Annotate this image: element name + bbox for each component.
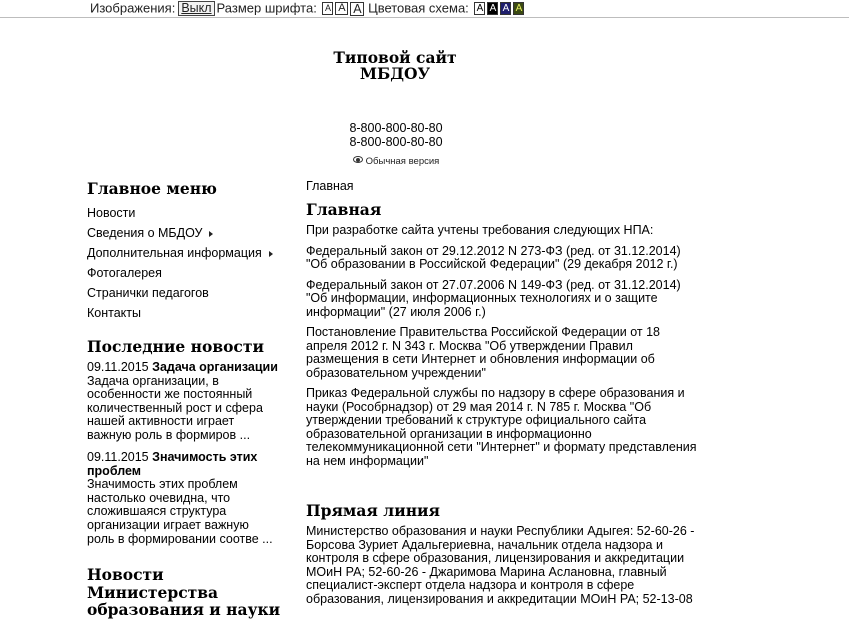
accessibility-bar — [0, 0, 849, 18]
law-text: информации" (27 июля 2006 г.) — [306, 304, 486, 319]
menu-item-about[interactable] — [87, 223, 287, 243]
ministry-news-title-line: образования и науки — [87, 600, 281, 619]
site-title-line1: Типовой сайт — [333, 48, 457, 67]
news-text: организации играет важную — [87, 517, 249, 532]
law-text: науки (Рособрнадзор) от 29 мая 2014 г. N 785 г. Москва "Об — [306, 399, 652, 414]
law-text: утверждении требований к структуре официального сайта — [306, 413, 647, 427]
hotline-line: МОиН РА; 52-60-26 - Джаримова Марина Аслановна, главный — [306, 564, 667, 579]
ministry-news-title — [87, 566, 297, 619]
menu-item-label: Странички педагогов — [87, 286, 209, 300]
font-large-button[interactable]: A — [350, 2, 364, 16]
news-text: Значимость этих проблем — [87, 477, 238, 492]
news-date: 09.11.2015 — [87, 450, 149, 464]
law-item — [306, 279, 716, 320]
font-small-button[interactable]: A — [322, 2, 333, 15]
law-text: образовательном учреждении" — [306, 365, 486, 380]
site-title[interactable] — [0, 50, 790, 82]
law-text: "Об образовании в Российской Федерации" (29 декабря 2012 г.) — [306, 257, 678, 271]
hotline-line: образования, лицензирования и аккредитации МОиН РА; 52-13-08 — [306, 591, 693, 606]
menu-item-news[interactable] — [87, 203, 287, 223]
color-scheme-green-button[interactable]: A — [513, 2, 524, 15]
law-text: образовательной организации в информационно — [306, 426, 592, 441]
menu-item-photo-gallery[interactable] — [87, 263, 287, 283]
color-scheme-label: Цветовая схема: — [368, 0, 469, 16]
news-title-link[interactable]: Задача организации — [152, 360, 278, 374]
law-text: Постановление Правительства Российской Федерации от 18 — [306, 325, 661, 339]
menu-item-label: Новости — [87, 206, 136, 220]
law-text: телекоммуникационной сети "Интернет" и формату представления — [306, 440, 697, 454]
menu-item-label: Сведения о МБДОУ — [87, 226, 203, 240]
ministry-news-title-line: Новости Министерства — [87, 565, 219, 602]
news-text: важную роль в формиров ... — [87, 427, 251, 442]
news-text: сложившаяся структура — [87, 504, 227, 519]
page-title: Главная — [306, 200, 382, 219]
sidebar — [87, 179, 287, 323]
menu-item-label: Контакты — [87, 306, 141, 320]
news-text: Задача организации, в — [87, 373, 219, 388]
main-content — [306, 179, 716, 475]
images-label: Изображения: — [90, 0, 176, 16]
law-item — [306, 245, 716, 272]
law-text: Приказ Федеральной службы по надзору в сфере образования и — [306, 386, 685, 400]
color-scheme-white-button[interactable]: A — [474, 2, 485, 15]
news-text: нашей активности играет — [87, 414, 235, 429]
phone-number: 8-800-800-80-80 — [349, 121, 443, 135]
law-text: Федеральный закон от 29.12.2012 N 273-ФЗ (ред. от 31.12.2014) — [306, 243, 681, 258]
font-medium-button[interactable]: A — [335, 2, 348, 15]
chevron-right-icon — [269, 251, 273, 257]
news-title-link[interactable]: проблем — [87, 463, 142, 478]
phones-block — [0, 122, 792, 149]
phone-number: 8-800-800-80-80 — [349, 134, 443, 149]
eye-icon — [353, 156, 363, 163]
news-item — [87, 451, 287, 546]
law-item — [306, 326, 716, 380]
news-title-link[interactable]: Значимость этих — [152, 450, 258, 464]
news-text: настолько очевидна, что — [87, 490, 231, 505]
latest-news-title: Последние новости — [87, 337, 264, 356]
images-off-button[interactable]: Выкл — [178, 1, 214, 16]
news-item — [87, 361, 287, 443]
color-scheme-blue-button[interactable]: A — [500, 2, 511, 15]
normal-version-link[interactable] — [0, 156, 792, 167]
law-item — [306, 387, 716, 468]
law-text: размещения в сети Интернет и обновления информации об — [306, 352, 655, 366]
news-date: 09.11.2015 — [87, 360, 149, 374]
main-menu — [87, 203, 287, 323]
chevron-right-icon — [209, 231, 213, 237]
news-text: роль в формировании соотве ... — [87, 531, 273, 546]
hotline-text — [306, 525, 716, 606]
menu-item-contacts[interactable] — [87, 303, 287, 323]
menu-item-additional-info[interactable] — [87, 243, 287, 263]
color-scheme-black-button[interactable]: A — [487, 2, 498, 15]
intro-text: При разработке сайта учтены требования следующих НПА: — [306, 223, 654, 237]
law-text: "Об информации, информационных технологиях и о защите — [306, 291, 658, 305]
law-text: на нем информации" — [306, 453, 429, 468]
main-menu-title: Главное меню — [87, 179, 217, 198]
law-text: Федеральный закон от 27.07.2006 N 149-ФЗ (ред. от 31.12.2014) — [306, 277, 681, 292]
hotline-line: Министерство образования и науки Республики Адыгея: 52-60-26 - — [306, 524, 695, 538]
normal-version-label: Обычная версия — [365, 156, 440, 167]
menu-item-label: Фотогалерея — [87, 266, 162, 280]
hotline-title: Прямая линия — [306, 501, 440, 520]
font-size-label: Размер шрифта: — [216, 0, 317, 16]
site-title-line2: МБДОУ — [359, 64, 431, 83]
hotline-line: специалист-эксперт отдела надзора и контроля в сфере — [306, 578, 635, 592]
menu-item-teachers[interactable] — [87, 283, 287, 303]
hotline-line: Борсова Зуриет Адальгериевна, начальник отдела надзора и — [306, 537, 663, 552]
breadcrumb[interactable]: Главная — [306, 179, 354, 193]
hotline-line: контроля в сфере образования, лицензирования и аккредитации — [306, 551, 685, 565]
news-text: количественный рост и сфера — [87, 400, 263, 415]
law-text: апреля 2012 г. N 343 г. Москва "Об утверждении Правил — [306, 338, 633, 353]
news-text: особенности же постоянный — [87, 387, 253, 402]
menu-item-label: Дополнительная информация — [87, 246, 262, 260]
